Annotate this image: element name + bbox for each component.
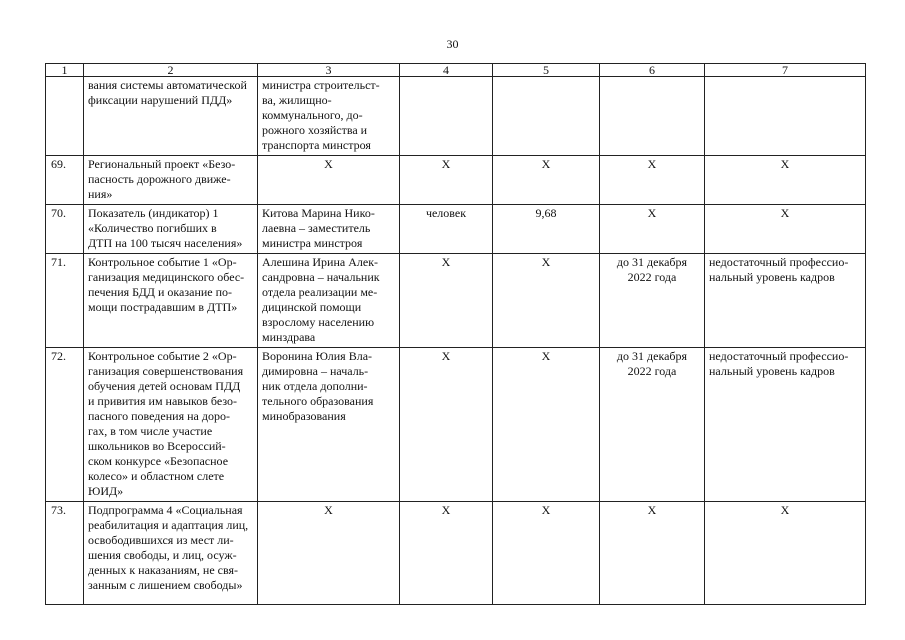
responsible-cell: Воронина Юлия Вла- димировна – началь- ник отдела дополни- тельного образования минобразования bbox=[258, 348, 400, 502]
unit-cell: Х bbox=[400, 502, 493, 605]
table-row bbox=[46, 77, 866, 156]
row-number-cell: 70. bbox=[46, 205, 84, 254]
name-cell: Контрольное событие 2 «Ор- ганизация совершенствования обучения детей основам ПДД и привития им навыков безо- пасного поведения на доро- гах, в том числе участие школьников во Всероссий- ском конкурсе «Безопасное колесо» и областном слете ЮИД» bbox=[84, 348, 258, 502]
risk-cell bbox=[705, 77, 866, 156]
value-cell: Х bbox=[493, 348, 600, 502]
name-cell: Показатель (индикатор) 1 «Количество погибших в ДТП на 100 тысяч населения» bbox=[84, 205, 258, 254]
name-cell: Контрольное событие 1 «Ор- ганизация медицинского обес- печения БДД и оказание по- мощи пострадавшим в ДТП» bbox=[84, 254, 258, 348]
data-table bbox=[45, 63, 866, 605]
column-header: 4 bbox=[400, 64, 493, 77]
responsible-cell: Х bbox=[258, 156, 400, 205]
table-row bbox=[46, 348, 866, 502]
table-row bbox=[46, 205, 866, 254]
unit-cell: Х bbox=[400, 254, 493, 348]
deadline-cell: до 31 декабря 2022 года bbox=[600, 348, 705, 502]
column-header: 1 bbox=[46, 64, 84, 77]
value-cell: Х bbox=[493, 156, 600, 205]
row-number-cell bbox=[46, 77, 84, 156]
risk-cell: Х bbox=[705, 156, 866, 205]
responsible-cell: Китова Марина Нико- лаевна – заместитель министра минстроя bbox=[258, 205, 400, 254]
column-header: 6 bbox=[600, 64, 705, 77]
unit-cell: человек bbox=[400, 205, 493, 254]
unit-cell: Х bbox=[400, 156, 493, 205]
value-cell: 9,68 bbox=[493, 205, 600, 254]
risk-cell: недостаточный профессио- нальный уровень кадров bbox=[705, 254, 866, 348]
value-cell: Х bbox=[493, 502, 600, 605]
responsible-cell: Х bbox=[258, 502, 400, 605]
responsible-cell: министра строительст- ва, жилищно- коммунального, до- рожного хозяйства и транспорта минстроя bbox=[258, 77, 400, 156]
row-number-cell: 69. bbox=[46, 156, 84, 205]
deadline-cell bbox=[600, 77, 705, 156]
deadline-cell: Х bbox=[600, 502, 705, 605]
name-cell: Региональный проект «Безо- пасность дорожного движе- ния» bbox=[84, 156, 258, 205]
row-number-cell: 72. bbox=[46, 348, 84, 502]
value-cell: Х bbox=[493, 254, 600, 348]
table-row bbox=[46, 156, 866, 205]
name-cell: вания системы автоматической фиксации нарушений ПДД» bbox=[84, 77, 258, 156]
column-header: 7 bbox=[705, 64, 866, 77]
table-row bbox=[46, 502, 866, 605]
deadline-cell: Х bbox=[600, 156, 705, 205]
risk-cell: Х bbox=[705, 502, 866, 605]
column-header: 3 bbox=[258, 64, 400, 77]
table-header-row bbox=[46, 64, 866, 77]
unit-cell: Х bbox=[400, 348, 493, 502]
page-number: 30 bbox=[446, 37, 459, 51]
column-header: 5 bbox=[493, 64, 600, 77]
table-row bbox=[46, 254, 866, 348]
deadline-cell: Х bbox=[600, 205, 705, 254]
unit-cell bbox=[400, 77, 493, 156]
risk-cell: Х bbox=[705, 205, 866, 254]
row-number-cell: 71. bbox=[46, 254, 84, 348]
value-cell bbox=[493, 77, 600, 156]
row-number-cell: 73. bbox=[46, 502, 84, 605]
column-header: 2 bbox=[84, 64, 258, 77]
responsible-cell: Алешина Ирина Алек- сандровна – начальник отдела реализации ме- дицинской помощи взрослому населению минздрава bbox=[258, 254, 400, 348]
name-cell: Подпрограмма 4 «Социальная реабилитация и адаптация лиц, освободившихся из мест ли- шения свободы, и лиц, осуж- денных к наказаниям, не свя- занным с лишением свободы» bbox=[84, 502, 258, 605]
risk-cell: недостаточный профессио- нальный уровень кадров bbox=[705, 348, 866, 502]
deadline-cell: до 31 декабря 2022 года bbox=[600, 254, 705, 348]
